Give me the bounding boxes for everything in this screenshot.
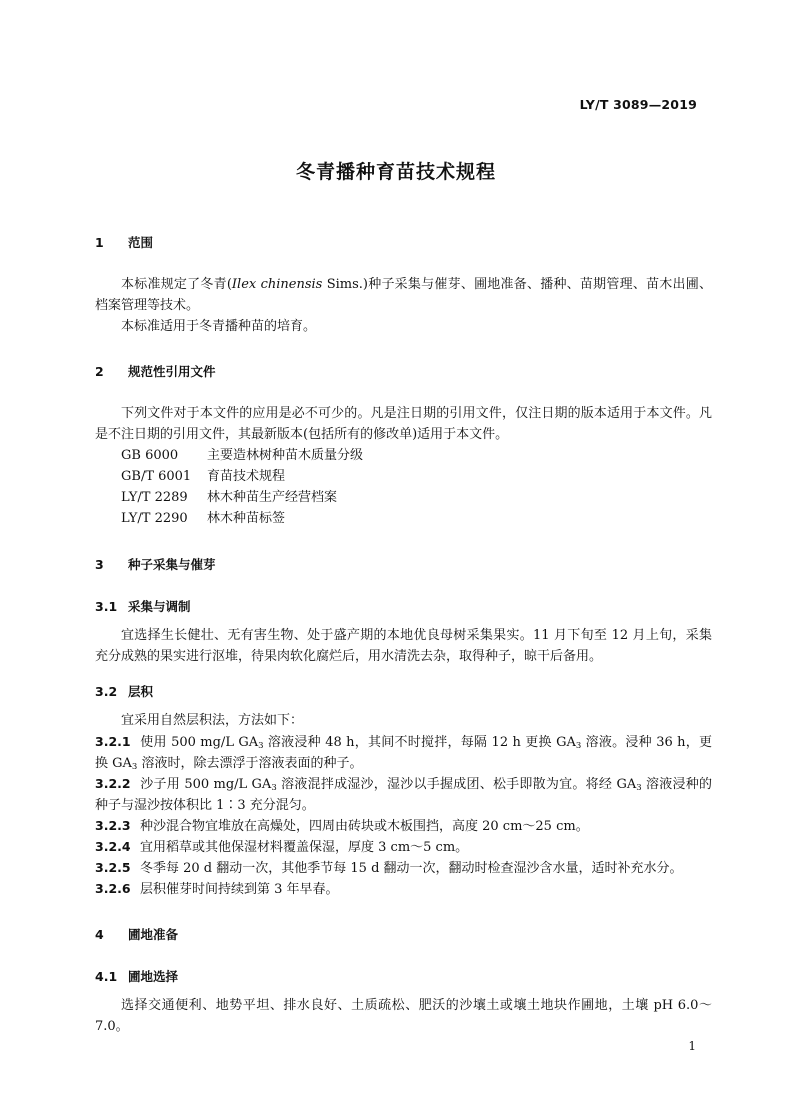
reference-item: [121, 508, 285, 529]
reference-title: 林木种苗标签: [207, 511, 286, 526]
reference-title: 林木种苗生产经营档案: [207, 490, 338, 505]
reference-code: LY/T 2289: [121, 490, 188, 505]
clause-number: 3.2.6: [95, 881, 131, 896]
subsection-title: 层积: [128, 684, 154, 699]
clause-number: 3.2.1: [95, 734, 131, 749]
clause-number: 3.2.3: [95, 818, 131, 833]
section-title: 圃地准备: [128, 927, 179, 942]
reference-item: [121, 466, 285, 487]
clause-text: 种沙混合物宜堆放在高燥处，四周由砖块或木板围挡，高度 20 cm～25 cm。: [140, 819, 589, 834]
clause-number: 3.2.4: [95, 839, 131, 854]
reference-code: GB/T 6001: [121, 469, 192, 484]
subsection-number: 3.2: [95, 684, 118, 699]
section-number: 1: [95, 235, 104, 250]
scope-paragraph: 本标准规定了冬青(Ilex chinensis Sims.)种子采集与催芽、圃地准备、播种、苗期管理、苗木出圃、档案管理等技术。: [95, 277, 712, 313]
clause-text: 使用 500 mg/L $GA_3$ 溶液浸种 48 h，其间不时搅拌，每隔 12 h 更换 $GA_3$ 溶液。浸种 36 h，更换 $GA_3$ 溶液时，除去漂浮于溶液表面的种子。: [95, 735, 712, 772]
stratification-intro: 宜采用自然层积法，方法如下：: [121, 713, 304, 728]
collection-paragraph: 宜选择生长健壮、无有害生物、处于盛产期的本地优良母树采集果实。11 月下旬至 12 月上旬，采集充分成熟的果实进行沤堆，待果肉软化腐烂后，用水清洗去杂，取得种子，晾干后备用。: [95, 628, 712, 664]
clause-3-2-5: [95, 857, 712, 879]
clause-3-2-2: [95, 773, 712, 816]
clause-text: 冬季每 20 d 翻动一次，其他季节每 15 d 翻动一次，翻动时检查湿沙含水量，适时补充水分。: [140, 861, 683, 876]
clause-text: 宜用稻草或其他保湿材料覆盖保湿，厚度 3 cm～5 cm。: [140, 840, 469, 855]
clause-number: 3.2.2: [95, 776, 131, 791]
subsection-number: 3.1: [95, 599, 118, 614]
clause-number: 3.2.5: [95, 860, 131, 875]
document-title: 冬青播种育苗技术规程: [295, 161, 496, 183]
section-2-heading: [95, 361, 216, 382]
reference-item: [121, 487, 337, 508]
clause-text: 沙子用 500 mg/L $GA_3$ 溶液混拌成湿沙，湿沙以手握成团、松手即散为宜。将经 $GA_3$ 溶液浸种的种子与湿沙按体积比 1∶3 充分混匀。: [95, 777, 712, 813]
section-title: 种子采集与催芽: [128, 557, 216, 572]
section-3-heading: [95, 554, 216, 575]
clause-3-2-3: [95, 815, 712, 837]
reference-code: GB 6000: [121, 448, 179, 463]
section-title: 范围: [128, 235, 154, 250]
section-number: 3: [95, 557, 104, 572]
reference-item: [121, 445, 363, 466]
standard-code: LY/T 3089—2019: [579, 97, 697, 112]
subsection-title: 采集与调制: [128, 599, 191, 614]
page-number: 1: [688, 1039, 696, 1053]
clause-3-2-6: [95, 878, 712, 900]
subsection-3-2-heading: [95, 681, 153, 702]
section-number: 2: [95, 364, 104, 379]
reference-code: LY/T 2290: [121, 511, 188, 526]
nursery-selection-paragraph: 选择交通便利、地势平坦、排水良好、土质疏松、肥沃的沙壤土或壤土地块作圃地，土壤 pH 6.0～7.0。: [95, 998, 712, 1034]
clause-3-2-4: [95, 836, 712, 858]
normative-references-paragraph: 下列文件对于本文件的应用是必不可少的。凡是注日期的引用文件，仅注日期的版本适用于本文件。凡是不注日期的引用文件，其最新版本(包括所有的修改单)适用于本文件。: [95, 406, 712, 442]
scope-applicability-paragraph: 本标准适用于冬青播种苗的培育。: [121, 319, 317, 334]
reference-title: 育苗技术规程: [207, 469, 286, 484]
subsection-3-1-heading: [95, 596, 191, 617]
section-4-heading: [95, 924, 178, 945]
subsection-4-1-heading: [95, 966, 178, 987]
clause-text: 层积催芽时间持续到第 3 年早春。: [140, 882, 339, 897]
clause-3-2-1: [95, 731, 712, 774]
section-number: 4: [95, 927, 104, 942]
subsection-title: 圃地选择: [128, 969, 179, 984]
subsection-number: 4.1: [95, 969, 118, 984]
section-title: 规范性引用文件: [128, 364, 216, 379]
section-1-heading: [95, 232, 153, 253]
reference-title: 主要造林树种苗木质量分级: [207, 448, 364, 463]
